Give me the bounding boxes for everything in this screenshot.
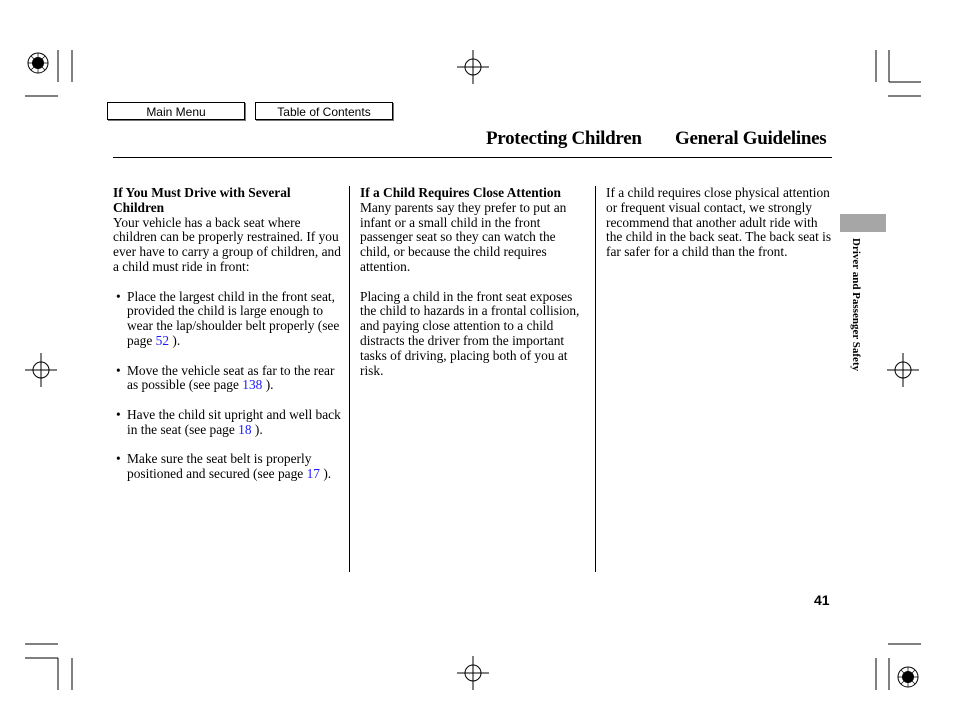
column-3 — [606, 186, 834, 260]
table-of-contents-button[interactable]: Table of Contents — [255, 102, 393, 120]
bullet-icon: • — [116, 288, 121, 304]
page-link[interactable]: 138 — [242, 377, 263, 393]
page-link[interactable]: 17 — [306, 466, 320, 482]
column-divider — [349, 186, 350, 572]
column-divider — [595, 186, 596, 572]
list-item: • Move the vehicle seat as far to the rear as possible (see page 138 ). — [116, 362, 335, 393]
paragraph: Many parents say they prefer to put an infant or a small child in the front passenger seat so they can watch the child, or because the child requires attention. — [360, 199, 567, 274]
bullet-icon: • — [116, 362, 121, 378]
list-item: • Make sure the seat belt is properly positioned and secured (see page 17 ). — [116, 451, 332, 482]
column-2 — [360, 186, 588, 378]
bullet-icon: • — [116, 451, 121, 467]
list-item: • Place the largest child in the front seat, provided the child is large enough to wear the lap/shoulder belt properly (see page 52 ). — [116, 288, 340, 348]
section-tab-label: Driver and Passenger Safety — [850, 238, 862, 372]
page-subtitle: General Guidelines — [675, 128, 827, 149]
paragraph: Placing a child in the front seat exposes the child to hazards in a frontal collision, and paying close attention to a child distracts the driver from the important tasks of driving, placing both of you at risk. — [360, 288, 580, 378]
section-tab — [840, 214, 886, 232]
section-heading: If You Must Drive with Several Children — [113, 185, 291, 215]
paragraph: If a child requires close physical attention or frequent visual contact, we strongly recommend that another adult ride with the child in the back seat. The back seat is far safer for a child than the front. — [606, 185, 832, 260]
list-item: • Have the child sit upright and well back in the seat (see page 18 ). — [116, 406, 341, 437]
bullet-icon: • — [116, 406, 121, 422]
page-link[interactable]: 18 — [238, 421, 252, 437]
page-title: Protecting Children — [486, 128, 642, 149]
page-number: 41 — [814, 592, 830, 608]
section-heading: If a Child Requires Close Attention — [360, 185, 561, 200]
page-link[interactable]: 52 — [155, 332, 170, 348]
header-rule — [113, 157, 832, 158]
main-menu-button[interactable]: Main Menu — [107, 102, 245, 120]
column-1 — [113, 186, 343, 482]
paragraph: Your vehicle has a back seat where children can be properly restrained. If you ever have to carry a group of children, and a child must ride in front: — [113, 214, 341, 274]
